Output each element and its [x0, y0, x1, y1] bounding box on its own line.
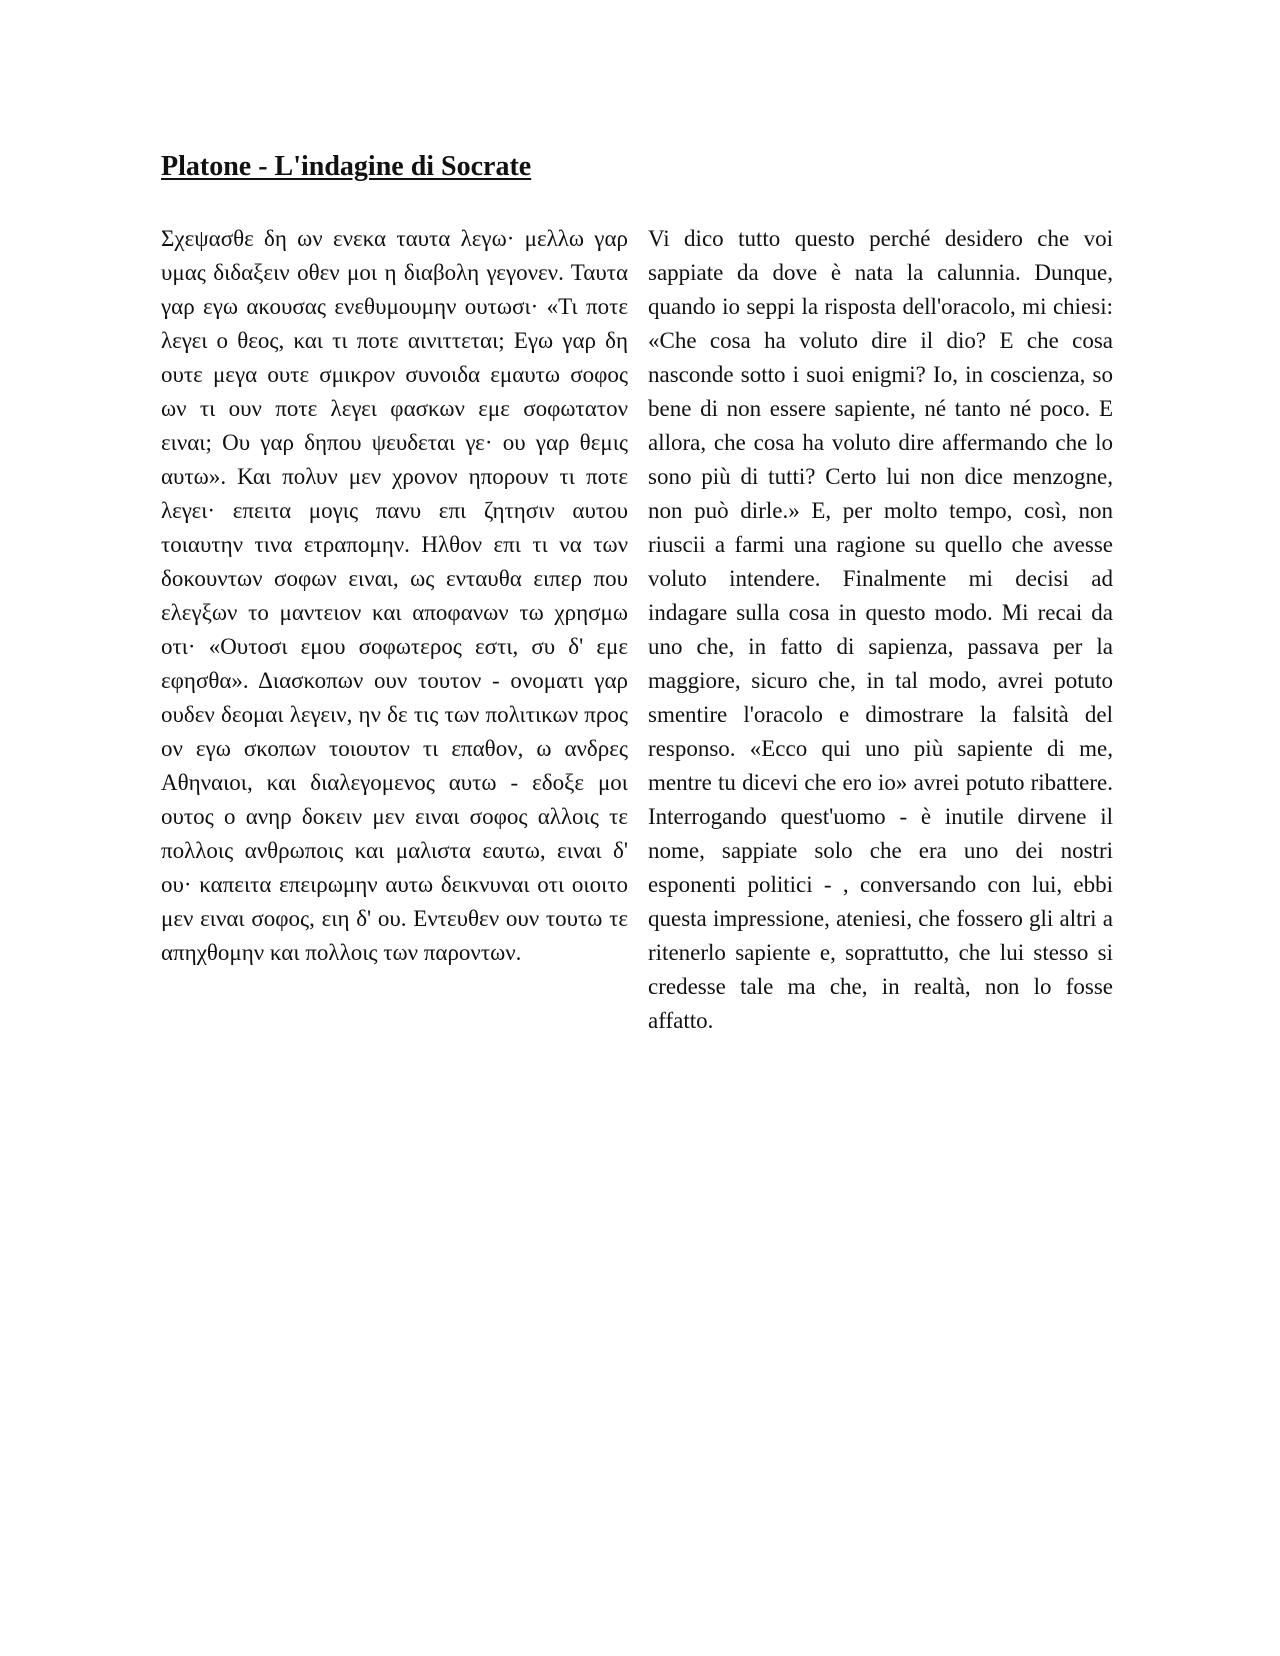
greek-text-column: Σχεψασθε δη ων ενεκα ταυτα λεγω· μελλω γαρ υμας διδαξειν οθεν μοι η διαβολη γεγονεν. Ταυτα γαρ εγω ακουσας ενεθυμουμην ουτωσι· «Τι ποτε λεγει ο θεος, και τι ποτε αινιττεται; Εγω γαρ δη ουτε μεγα ουτε σμικρον συνοιδα εμαυτω σοφος ων τι ουν ποτε λεγει φασκων εμε σοφωτατον ειναι; Ου γαρ δηπου ψευδεται γε· ου γαρ θεμις αυτω». Και πολυν μεν χρονον ηπορουν τι ποτε λεγει· επειτα μογις πανυ επι ζητησιν αυτου τοιαυτην τινα ετραπομην. Ηλθον επι τι να των δοκουντων σοφων ειναι, ως ενταυθα ειπερ που ελεγξων το μαντειον και αποφανων τω χρησμω οτι· «Ουτοσι εμου σοφωτερος εστι, συ δ' εμε εφησθα». Διασκοπων ουν τουτον - ονοματι γαρ ουδεν δεομαι λεγειν, ην δε τις των πολιτικων προς ον εγω σκοπων τοιουτον τι επαθον, ω ανδρες Αθηναιοι, και διαλεγομενος αυτω - εδοξε μοι ουτος ο ανηρ δοκειν μεν ειναι σοφος αλλοις τε πολλοις ανθρωποις και μαλιστα εαυτω, ειναι δ' ου· καπειτα επειρωμην αυτω δεικνυναι οτι οιοιτο μεν ειναι σοφος, ειη δ' ου. Εντευθεν ουν τουτω τε απηχθομην και πολλοις των παροντων. — [161, 226, 628, 965]
page-title: Platone - L'indagine di Socrate — [161, 151, 532, 182]
italian-translation-column: Vi dico tutto questo perché desidero che voi sappiate da dove è nata la calunnia. Dunque, quando io seppi la risposta dell'oracolo, mi chiesi: «Che cosa ha voluto dire il dio? E che cosa nasconde sotto i suoi enigmi? Io, in coscienza, so bene di non essere sapiente, né tanto né poco. E allora, che cosa ha voluto dire affermando che lo sono più di tutti? Certo lui non dice menzogne, non può dirle.» E, per molto tempo, così, non riuscii a farmi una ragione su quello che avesse voluto intendere. Finalmente mi decisi ad indagare sulla cosa in questo modo. Mi recai da uno che, in fatto di sapienza, passava per la maggiore, sicuro che, in tal modo, avrei potuto smentire l'oracolo e dimostrare la falsità del responso. «Ecco qui uno più sapiente di me, mentre tu dicevi che ero io» avrei potuto ribattere. Interrogando quest'uomo - è inutile dirvene il nome, sappiate solo che era uno dei nostri esponenti politici - , conversando con lui, ebbi questa impressione, ateniesi, che fossero gli altri a ritenerlo sapiente e, soprattutto, che lui stesso si credesse tale ma che, in realtà, non lo fosse affatto. — [648, 226, 1113, 1033]
